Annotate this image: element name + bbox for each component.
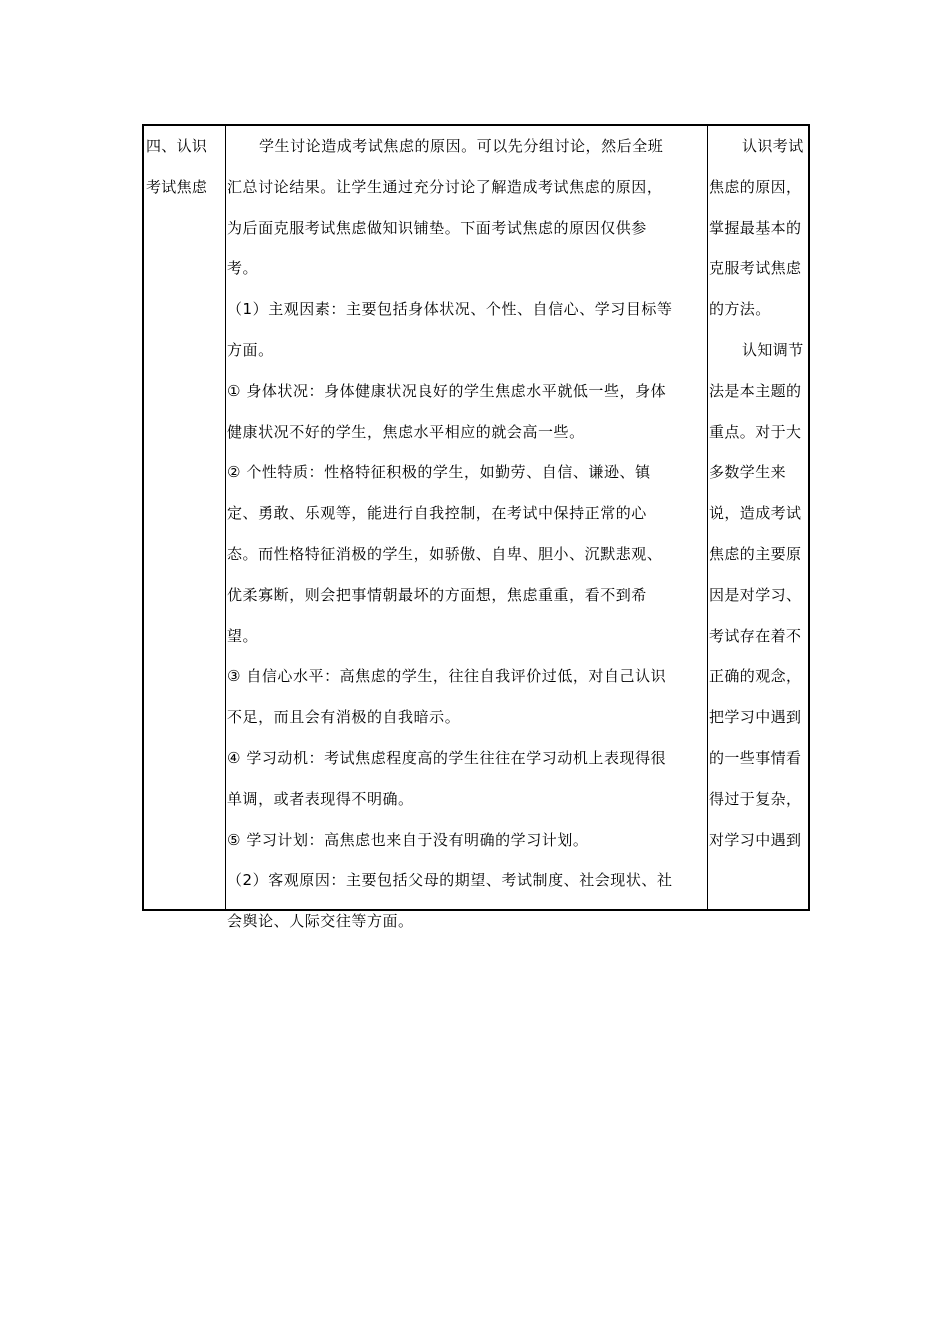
content-line: 汇总讨论结果。让学生通过充分讨论了解造成考试焦虑的原因， — [227, 177, 663, 196]
content-line: 望。 — [227, 626, 259, 645]
note-line: 把学习中遇到 — [709, 708, 802, 727]
note-line: 焦虑的原因， — [709, 177, 802, 196]
note-line: 法是本主题的 — [709, 381, 802, 400]
content-line: 学生讨论造成考试焦虑的原因。可以先分组讨论，然后全班 — [259, 137, 664, 155]
section-label-line: 四、认识 — [146, 137, 208, 155]
lesson-table — [142, 124, 810, 931]
content-line: 定、勇敢、乐观等，能进行自我控制，在考试中保持正常的心 — [227, 504, 647, 523]
note-line: 的方法。 — [709, 300, 771, 319]
note-line: 重点。对于大 — [709, 422, 802, 441]
content-line: 健康状况不好的学生，焦虑水平相应的就会高一些。 — [227, 422, 585, 441]
note-line: 认识考试 — [742, 137, 804, 155]
note-line: 焦虑的主要原 — [709, 544, 802, 563]
content-line: 方面。 — [227, 340, 274, 359]
content-line: 态。而性格特征消极的学生，如骄傲、自卑、胆小、沉默悲观、 — [227, 544, 663, 563]
note-line: 认知调节 — [742, 340, 804, 359]
content-line: 考。 — [227, 259, 259, 278]
content-line: 单调，或者表现得不明确。 — [227, 789, 414, 808]
content-line: 不足，而且会有消极的自我暗示。 — [227, 708, 461, 727]
content-line: ⑤ 学习计划：高焦虑也来自于没有明确的学习计划。 — [227, 830, 589, 849]
note-line: 的一些事情看 — [709, 748, 802, 767]
content-line: 优柔寡断，则会把事情朝最坏的方面想，焦虑重重，看不到希 — [227, 585, 647, 604]
note-line: 对学习中遇到 — [709, 830, 802, 849]
content-line: （2）客观原因：主要包括父母的期望、考试制度、社会现状、社 — [227, 871, 673, 890]
note-line: 正确的观念， — [709, 667, 802, 686]
activity-content-cell — [226, 126, 708, 931]
content-line: （1）主观因素：主要包括身体状况、个性、自信心、学习目标等 — [227, 300, 673, 319]
content-line: 为后面克服考试焦虑做知识铺垫。下面考试焦虑的原因仅供参 — [227, 218, 647, 237]
content-line: ④ 学习动机：考试焦虑程度高的学生往往在学习动机上表现得很 — [227, 748, 667, 767]
content-line: ② 个性特质：性格特征积极的学生，如勤劳、自信、谦逊、镇 — [227, 463, 651, 482]
content-line: 会舆论、人际交往等方面。 — [227, 912, 414, 931]
content-line: ① 身体状况：身体健康状况良好的学生焦虑水平就低一些，身体 — [227, 381, 667, 400]
note-line: 因是对学习、 — [709, 585, 802, 604]
note-line: 考试存在着不 — [709, 626, 802, 645]
design-intent-cell — [708, 126, 808, 909]
note-line: 说，造成考试 — [709, 504, 802, 523]
note-line: 克服考试焦虑 — [709, 259, 802, 278]
note-line: 掌握最基本的 — [709, 218, 802, 237]
note-line: 得过于复杂， — [709, 789, 802, 808]
section-label-cell — [144, 126, 226, 909]
note-line: 多数学生来 — [709, 463, 787, 482]
content-line: ③ 自信心水平：高焦虑的学生，往往自我评价过低，对自己认识 — [227, 667, 667, 686]
section-label-line: 考试焦虑 — [146, 177, 208, 196]
